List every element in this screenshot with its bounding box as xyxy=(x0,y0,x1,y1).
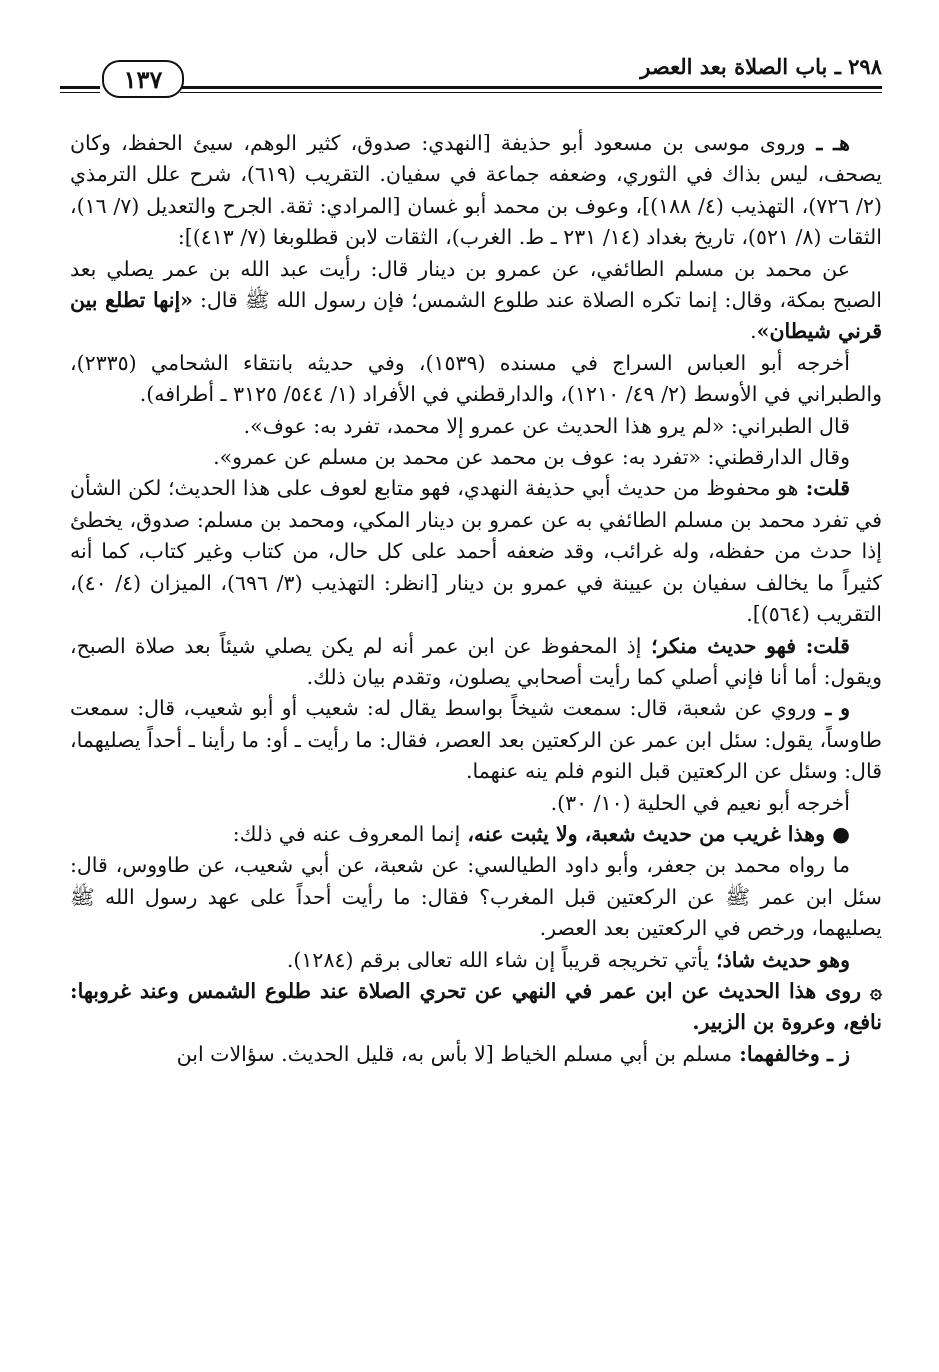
page-number-text: ١٣٧ xyxy=(123,64,163,94)
paragraph-text: وروى موسى بن مسعود أبو حذيفة [النهدي: صدوق، كثير الوهم، سيئ الحفظ، وكان يصحف، ليس بذاك في الثوري، وضعفه جماعة في سفيان. التقريب (٦١٩)، شرح علل الترمذي (٢/ ٧٢٦)، التهذيب (٤/ ١٨٨)]، وعوف بن محمد أبو غسان [المرادي: ثقة. الجرح والتعديل (٧/ ١٦)، الثقات (٨/ ٥٢١)، تاريخ بغداد (١٤/ ٢٣١ ـ ط. الغرب)، الثقات لابن قطلوبغا (٧/ ٤١٣)]: xyxy=(70,131,882,250)
paragraph-text: يأتي تخريجه قريباً إن شاء الله تعالى برقم (١٢٨٤). xyxy=(286,947,709,972)
paragraph-p10 xyxy=(70,819,882,850)
bold-text: و ـ xyxy=(816,696,850,721)
paragraph-text: مسلم بن أبي مسلم الخياط [لا بأس به، قليل الحديث. سؤالات ابن xyxy=(176,1041,733,1066)
paragraph-p8 xyxy=(70,693,882,787)
header-rule xyxy=(60,92,100,93)
bold-text: وهو حديث شاذ؛ xyxy=(708,947,850,972)
paragraph-text: هو محفوظ من حديث أبي حذيفة النهدي، فهو متابع لعوف على هذا الحديث؛ لكن الشأن في تفرد محمد بن مسلم الطائفي به عن عمرو بن دينار المكي، ومحمد بن مسلم: صدوق، يخطئ إذا حدث من حفظه، وله غرائب، وقد ضعفه أحمد على كل حال، من كتاب وغير كتاب، كما أنه كثيراً ما يخالف سفيان بن عيينة في عمرو بن دينار [انظر: التهذيب (٣/ ٦٩٦)، الميزان (٤/ ٤٠)، التقريب (٥٦٤)]. xyxy=(70,476,882,627)
running-title: ٢٩٨ ـ باب الصلاة بعد العصر xyxy=(640,54,882,79)
paragraph-text: . xyxy=(750,319,757,344)
paragraph-text: قال الطبراني: «لم يرو هذا الحديث عن عمرو إلا محمد، تفرد به: عوف». xyxy=(243,413,850,438)
paragraph-text: ما رواه محمد بن جعفر، وأبو داود الطيالسي: عن شعبة، عن أبي شعيب، عن طاووس، قال: سئل ابن عمر ﷺ عن الركعتين قبل المغرب؟ فقال: ما رأيت أحداً على عهد رسول الله ﷺ يصليهما، ورخص في الركعتين بعد العصر. xyxy=(70,853,882,941)
bold-text: قلت: xyxy=(798,476,851,501)
bold-text: «إنها تطلع بين قرني شيطان» xyxy=(70,288,882,344)
paragraph-text: أخرجه أبو العباس السراج في مسنده (١٥٣٩)، وفي حديثه بانتقاء الشحامي (٢٣٣٥)، والطبراني في الأوسط (٢/ ٤٩/ ١٢١٠)، والدارقطني في الأفراد (١/ ٥٤٤/ ٣١٢٥ ـ أطرافه). xyxy=(70,350,882,407)
bold-text: ز ـ وخالفهما: xyxy=(732,1041,850,1066)
header-rule xyxy=(180,86,882,89)
paragraph-p1 xyxy=(70,128,882,254)
page-body xyxy=(70,128,882,1070)
paragraph-text: وروي عن شعبة، قال: سمعت شيخاً بواسط يقال له: شعيب أو أبو شعيب، قال: سمعت طاوساً، يقول: سئل ابن عمر عن الركعتين بعد العصر، فقال: ما رأيت ـ أو: ما رأينا ـ أحداً يصليهما، قال: وسئل عن الركعتين قبل النوم فلم ينه عنهما. xyxy=(70,696,882,784)
paragraph-p6 xyxy=(70,473,882,630)
bold-text: ۞ روى هذا الحديث عن ابن عمر في النهي عن تحري الصلاة عند طلوع الشمس وعند غروبها: نافع، وعروة بن الزبير. xyxy=(70,978,882,1035)
paragraph-p14 xyxy=(70,1039,882,1070)
paragraph-p2 xyxy=(70,254,882,348)
paragraph-p5 xyxy=(70,442,882,473)
bold-text: ● وهذا غريب من حديث شعبة، ولا يثبت عنه، xyxy=(460,821,850,846)
bold-text: قلت: فهو حديث منكر؛ xyxy=(641,633,850,658)
page-header xyxy=(60,52,882,100)
paragraph-p7 xyxy=(70,631,882,694)
paragraph-text: عن محمد بن مسلم الطائفي، عن عمرو بن دينار قال: رأيت عبد الله بن عمر يصلي بعد الصبح بمكة، وقال: إنما تكره الصلاة عند طلوع الشمس؛ فإن رسول الله ﷺ قال: xyxy=(70,256,882,313)
header-rule xyxy=(60,86,100,89)
paragraph-text: وقال الدارقطني: «تفرد به: عوف بن محمد عن محمد بن مسلم عن عمرو». xyxy=(213,445,850,470)
paragraph-p3 xyxy=(70,348,882,411)
paragraph-p4 xyxy=(70,411,882,442)
paragraph-text: أخرجه أبو نعيم في الحلية (١٠/ ٣٠). xyxy=(550,790,850,815)
paragraph-p12 xyxy=(70,945,882,976)
paragraph-text: إذ المحفوظ عن ابن عمر أنه لم يكن يصلي شيئاً بعد صلاة الصبح، ويقول: أما أنا فإني أصلي كما رأيت أصحابي يصلون، وتقدم بيان ذلك. xyxy=(70,633,882,689)
page-number xyxy=(102,60,184,98)
paragraph-p13 xyxy=(70,976,882,1039)
paragraph-p11 xyxy=(70,850,882,944)
header-rule xyxy=(180,92,882,93)
paragraph-text: إنما المعروف عنه في ذلك: xyxy=(232,821,461,846)
bold-text: هـ ـ xyxy=(805,131,850,155)
paragraph-p9 xyxy=(70,788,882,819)
